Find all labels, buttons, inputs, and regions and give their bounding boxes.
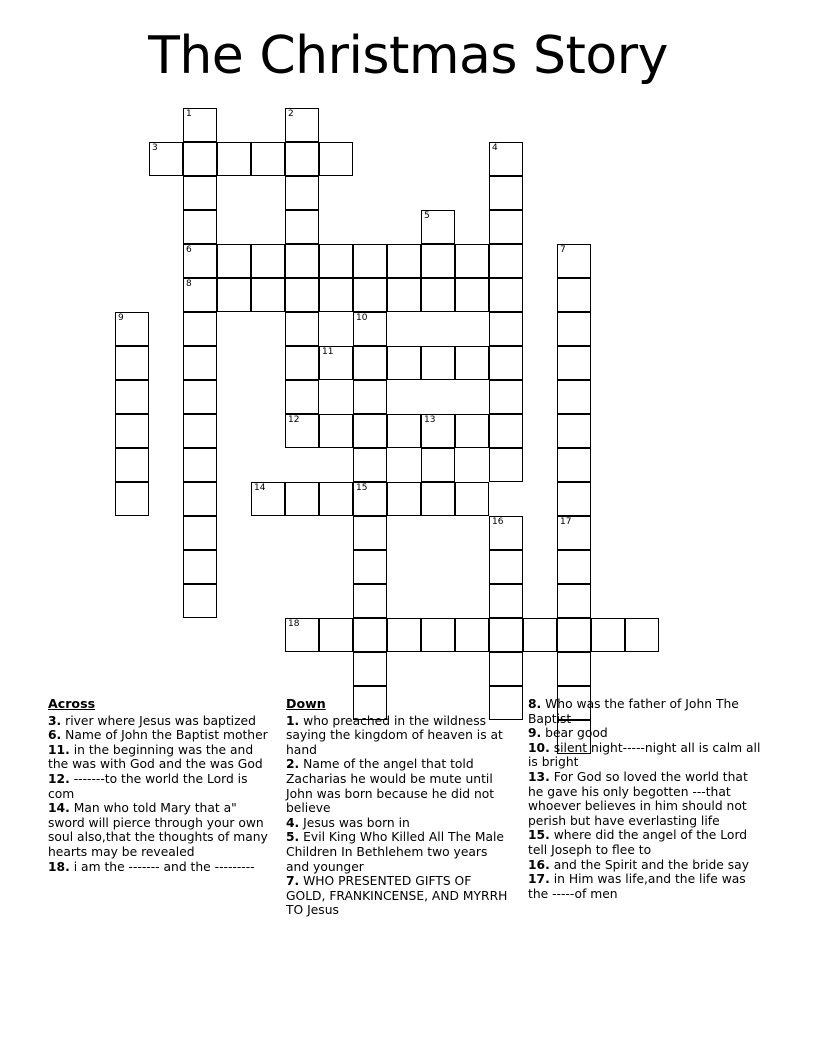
- crossword-cell[interactable]: [557, 278, 591, 312]
- crossword-cell[interactable]: [489, 244, 523, 278]
- crossword-cell[interactable]: [319, 482, 353, 516]
- crossword-cell[interactable]: [557, 584, 591, 618]
- crossword-cell[interactable]: [489, 550, 523, 584]
- crossword-cell[interactable]: [387, 482, 421, 516]
- crossword-cell[interactable]: [183, 210, 217, 244]
- crossword-cell[interactable]: [353, 516, 387, 550]
- crossword-cell[interactable]: [557, 346, 591, 380]
- crossword-cell[interactable]: [353, 278, 387, 312]
- clue-text: where did the angel of the Lord tell Joseph to flee to: [528, 828, 748, 857]
- clue-number: 12.: [48, 771, 70, 786]
- clue-number: 7.: [286, 874, 300, 889]
- crossword-cell[interactable]: [183, 176, 217, 210]
- crossword-cell[interactable]: [523, 618, 557, 652]
- crossword-cell[interactable]: [455, 346, 489, 380]
- crossword-cell[interactable]: [149, 142, 183, 176]
- crossword-cell[interactable]: [183, 244, 217, 278]
- crossword-cell[interactable]: [455, 244, 489, 278]
- crossword-cell[interactable]: [557, 652, 591, 686]
- crossword-cell[interactable]: [489, 346, 523, 380]
- crossword-cell[interactable]: [489, 210, 523, 244]
- clue-text: who preached in the wildness saying the kingdom of heaven is at hand: [286, 713, 503, 757]
- crossword-cell[interactable]: [285, 210, 319, 244]
- crossword-cell[interactable]: [557, 618, 591, 652]
- page-title: The Christmas Story: [148, 26, 668, 86]
- crossword-cell[interactable]: [455, 278, 489, 312]
- cell-number: 13: [424, 415, 436, 425]
- crossword-cell[interactable]: [183, 584, 217, 618]
- crossword-cell[interactable]: [387, 346, 421, 380]
- crossword-cell[interactable]: [115, 482, 149, 516]
- clues-down-column-1: [286, 697, 510, 918]
- crossword-cell[interactable]: [489, 516, 523, 550]
- crossword-cell[interactable]: [489, 414, 523, 448]
- cell-number: 7: [560, 245, 566, 255]
- crossword-cell[interactable]: [489, 312, 523, 346]
- crossword-cell[interactable]: [387, 278, 421, 312]
- crossword-cell[interactable]: [489, 618, 523, 652]
- crossword-cell[interactable]: [251, 278, 285, 312]
- cell-number: 6: [186, 245, 192, 255]
- crossword-cell[interactable]: [557, 516, 591, 550]
- crossword-cell[interactable]: [251, 482, 285, 516]
- clue-number: 15.: [528, 828, 550, 843]
- crossword-cell[interactable]: [319, 618, 353, 652]
- crossword-cell[interactable]: [421, 210, 455, 244]
- crossword-cell[interactable]: [353, 380, 387, 414]
- crossword-cell[interactable]: [217, 244, 251, 278]
- crossword-cell[interactable]: [557, 482, 591, 516]
- crossword-cell[interactable]: [455, 482, 489, 516]
- crossword-cell[interactable]: [387, 618, 421, 652]
- clue-item[interactable]: [48, 714, 272, 729]
- crossword-cell[interactable]: [557, 380, 591, 414]
- crossword-cell[interactable]: [285, 142, 319, 176]
- crossword-cell[interactable]: [319, 346, 353, 380]
- crossword-cell[interactable]: [217, 142, 251, 176]
- crossword-cell[interactable]: [387, 244, 421, 278]
- clue-item[interactable]: [528, 828, 763, 857]
- crossword-cell[interactable]: [557, 550, 591, 584]
- crossword-cell[interactable]: [251, 142, 285, 176]
- crossword-cell[interactable]: [557, 312, 591, 346]
- crossword-cell[interactable]: [421, 278, 455, 312]
- crossword-cell[interactable]: [285, 414, 319, 448]
- clue-number: 8.: [528, 697, 542, 711]
- crossword-cell[interactable]: [421, 346, 455, 380]
- clue-text: Jesus was born in: [299, 815, 410, 830]
- cell-number: 12: [288, 415, 300, 425]
- clue-text: Man who told Mary that a" sword will pierce through your own soul also,that the thoughts of many hearts may be revealed: [48, 801, 268, 859]
- crossword-cell[interactable]: [557, 244, 591, 278]
- crossword-cell[interactable]: [353, 618, 387, 652]
- crossword-cell[interactable]: [285, 312, 319, 346]
- clue-item[interactable]: [48, 772, 272, 801]
- crossword-cell[interactable]: [353, 346, 387, 380]
- clues-down-column-2: [528, 697, 763, 901]
- clue-item[interactable]: [286, 816, 510, 831]
- crossword-cell[interactable]: [353, 550, 387, 584]
- crossword-cell[interactable]: [285, 244, 319, 278]
- crossword-cell[interactable]: [115, 312, 149, 346]
- crossword-cell[interactable]: [183, 142, 217, 176]
- clue-item[interactable]: [528, 872, 763, 901]
- clue-text: in Him was life,and the life was the -----of men: [528, 872, 746, 901]
- crossword-cell[interactable]: [421, 448, 455, 482]
- crossword-cell[interactable]: [319, 244, 353, 278]
- crossword-cell[interactable]: [183, 550, 217, 584]
- crossword-cell[interactable]: [183, 346, 217, 380]
- crossword-cell[interactable]: [557, 414, 591, 448]
- crossword-cell[interactable]: [421, 618, 455, 652]
- crossword-cell[interactable]: [183, 482, 217, 516]
- crossword-cell[interactable]: [183, 108, 217, 142]
- crossword-cell[interactable]: [319, 278, 353, 312]
- cell-number: 1: [186, 109, 192, 119]
- cell-number: 3: [152, 143, 158, 153]
- clue-text: bear good: [541, 726, 608, 741]
- crossword-cell[interactable]: [353, 652, 387, 686]
- crossword-cell[interactable]: [353, 584, 387, 618]
- clue-number: 2.: [286, 757, 300, 772]
- clue-item[interactable]: [528, 741, 763, 770]
- crossword-cell[interactable]: [251, 244, 285, 278]
- crossword-cell[interactable]: [353, 448, 387, 482]
- cell-number: 17: [560, 517, 572, 527]
- crossword-cell[interactable]: [591, 618, 625, 652]
- clue-number: 9.: [528, 726, 542, 741]
- crossword-cell[interactable]: [353, 244, 387, 278]
- clue-text: Name of the angel that told Zacharias he would be mute until John was born because he did not believe: [286, 757, 495, 816]
- crossword-cell[interactable]: [489, 584, 523, 618]
- clue-number: 10.: [528, 740, 550, 755]
- clue-text: i am the ------- and the ---------: [69, 859, 255, 874]
- clue-number: 14.: [48, 801, 70, 816]
- crossword-cell[interactable]: [115, 380, 149, 414]
- crossword-cell[interactable]: [455, 414, 489, 448]
- clue-item[interactable]: [286, 830, 510, 874]
- crossword-cell[interactable]: [285, 482, 319, 516]
- crossword-cell[interactable]: [285, 380, 319, 414]
- crossword-cell[interactable]: [285, 278, 319, 312]
- clue-item[interactable]: [286, 874, 510, 918]
- crossword-cell[interactable]: [285, 176, 319, 210]
- cell-number: 14: [254, 483, 266, 493]
- clue-item[interactable]: [528, 858, 763, 873]
- clue-number: 4.: [286, 815, 300, 830]
- clue-item[interactable]: [48, 728, 272, 743]
- clue-item[interactable]: [48, 860, 272, 875]
- clue-number: 17.: [528, 872, 550, 887]
- clue-number: 18.: [48, 859, 70, 874]
- crossword-cell[interactable]: [421, 414, 455, 448]
- clue-text: in the beginning was the and the was with God and the was God: [48, 742, 263, 772]
- clue-text: and the Spirit and the bride say: [549, 857, 749, 872]
- crossword-cell[interactable]: [115, 448, 149, 482]
- crossword-cell[interactable]: [319, 414, 353, 448]
- crossword-cell[interactable]: [387, 414, 421, 448]
- clue-number: 1.: [286, 713, 300, 728]
- clue-item[interactable]: [48, 743, 272, 772]
- clue-number: 13.: [528, 769, 550, 784]
- clue-text: For God so loved the world that he gave his only begotten ---that whoever believes in him should not perish but have everlasting life: [528, 769, 748, 828]
- clues-across-column: [48, 697, 272, 874]
- down-heading: Down: [286, 696, 326, 711]
- crossword-cell[interactable]: [183, 312, 217, 346]
- cell-number: 4: [492, 143, 498, 153]
- crossword-cell[interactable]: [353, 414, 387, 448]
- clues-section: [48, 697, 788, 987]
- crossword-cell[interactable]: [183, 448, 217, 482]
- clue-text: silent night-----night all is calm all is bright: [528, 740, 761, 770]
- clue-text: river where Jesus was baptized: [61, 713, 256, 728]
- clue-number: 3.: [48, 713, 62, 728]
- cell-number: 9: [118, 313, 124, 323]
- clue-item[interactable]: [286, 757, 510, 815]
- crossword-cell[interactable]: [183, 414, 217, 448]
- crossword-cell[interactable]: [183, 516, 217, 550]
- crossword-cell[interactable]: [319, 142, 353, 176]
- clue-text: WHO PRESENTED GIFTS OF GOLD, FRANKINCENSE, AND MYRRH TO Jesus: [286, 874, 508, 918]
- clue-item[interactable]: [528, 697, 763, 726]
- cell-number: 5: [424, 211, 430, 221]
- cell-number: 8: [186, 279, 192, 289]
- crossword-cell[interactable]: [183, 278, 217, 312]
- clue-text: Evil King Who Killed All The Male Children In Bethlehem two years and younger: [286, 830, 504, 874]
- crossword-cell[interactable]: [489, 448, 523, 482]
- clue-item[interactable]: [528, 770, 763, 828]
- crossword-cell[interactable]: [455, 618, 489, 652]
- crossword-cell[interactable]: [183, 380, 217, 414]
- clue-text: Name of John the Baptist mother: [61, 728, 268, 743]
- cell-number: 16: [492, 517, 504, 527]
- crossword-cell[interactable]: [489, 380, 523, 414]
- crossword-cell[interactable]: [489, 142, 523, 176]
- crossword-cell[interactable]: [353, 312, 387, 346]
- crossword-cell[interactable]: [557, 448, 591, 482]
- crossword-cell[interactable]: [217, 278, 251, 312]
- crossword-cell[interactable]: [625, 618, 659, 652]
- cell-number: 18: [288, 619, 300, 629]
- cell-number: 15: [356, 483, 368, 493]
- crossword-cell[interactable]: [489, 278, 523, 312]
- crossword-cell[interactable]: [421, 482, 455, 516]
- crossword-cell[interactable]: [285, 346, 319, 380]
- clue-item[interactable]: [286, 714, 510, 758]
- clue-text: Who was the father of John The Baptist: [528, 697, 739, 726]
- crossword-cell[interactable]: [285, 108, 319, 142]
- crossword-cell[interactable]: [489, 652, 523, 686]
- clue-number: 16.: [528, 857, 550, 872]
- crossword-cell[interactable]: [353, 482, 387, 516]
- crossword-cell[interactable]: [285, 618, 319, 652]
- clue-item[interactable]: [48, 801, 272, 859]
- clue-number: 6.: [48, 728, 62, 743]
- crossword-cell[interactable]: [489, 176, 523, 210]
- clue-text: -------to the world the Lord is com: [48, 771, 248, 801]
- crossword-grid[interactable]: [0, 100, 816, 680]
- cell-number: 10: [356, 313, 368, 323]
- crossword-cell[interactable]: [421, 244, 455, 278]
- crossword-cell[interactable]: [115, 346, 149, 380]
- clue-number: 11.: [48, 742, 70, 757]
- across-heading: Across: [48, 696, 96, 711]
- cell-number: 11: [322, 347, 334, 357]
- cell-number: 2: [288, 109, 294, 119]
- clue-number: 5.: [286, 830, 300, 845]
- clue-item[interactable]: [528, 726, 763, 741]
- crossword-cell[interactable]: [115, 414, 149, 448]
